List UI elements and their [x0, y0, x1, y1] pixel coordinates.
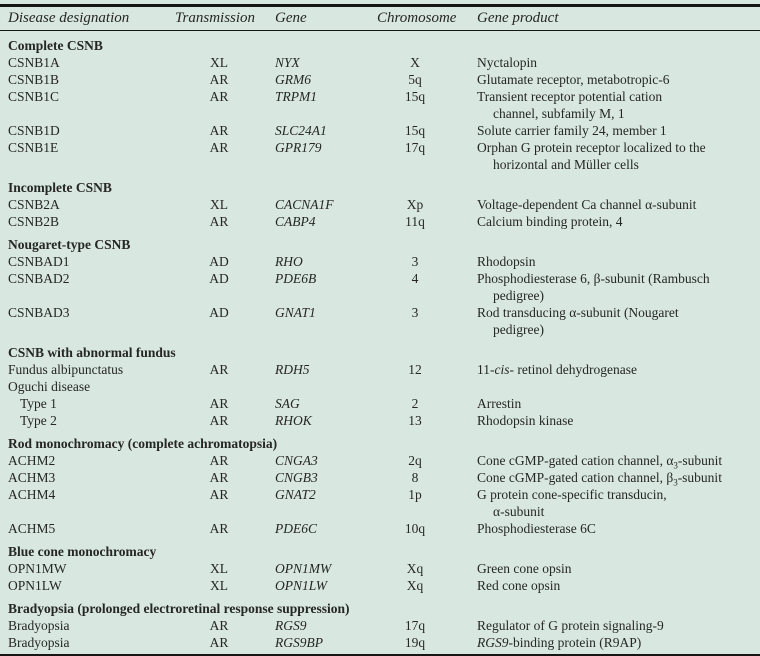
cell-gene: CNGB3 [275, 470, 318, 485]
table-row [0, 560, 760, 577]
cell-gene-product: Green cone opsin [477, 561, 572, 576]
cell-chromosome: 12 [408, 362, 422, 377]
cell-gene: TRPM1 [275, 89, 317, 104]
cell-gene-product: Regulator of G protein signaling-9 [477, 618, 664, 633]
cell-gene-product [460, 378, 760, 395]
table-row [0, 378, 760, 395]
cell-gene: CACNA1F [275, 197, 334, 212]
cell-gene: OPN1MW [275, 561, 332, 576]
header-divider-rule [0, 30, 760, 31]
cell-chromosome [370, 378, 460, 395]
cell-chromosome: X [410, 55, 420, 70]
table-section [0, 344, 760, 429]
cell-gene-product: Calcium binding protein, 4 [477, 214, 623, 229]
cell-transmission: XL [210, 578, 228, 593]
table-section [0, 179, 760, 230]
table-row [0, 486, 760, 520]
cell-gene-product: Transient receptor potential cation channel, subfamily M, 1 [477, 89, 663, 121]
cell-transmission: AD [209, 305, 229, 320]
cell-gene: RDH5 [275, 362, 310, 377]
cell-chromosome: 15q [404, 123, 426, 138]
table-row [0, 412, 760, 429]
cell-chromosome: 2 [411, 396, 419, 411]
cell-gene-product: Arrestin [477, 396, 522, 411]
cell-transmission: AR [209, 396, 229, 411]
cell-gene: RHO [275, 254, 303, 269]
cell-gene-product: Solute carrier family 24, member 1 [477, 123, 667, 138]
table-row [0, 395, 760, 412]
cell-transmission: AR [209, 140, 229, 155]
cell-transmission: AR [209, 487, 229, 502]
table-section [0, 236, 760, 338]
table-row [0, 304, 760, 338]
cell-chromosome: 5q [408, 72, 422, 87]
cell-chromosome: 13 [408, 413, 422, 428]
cell-chromosome: 2q [408, 453, 422, 468]
cell-gene-product: Cone cGMP-gated cation channel, $\alpha_3$-subunit [477, 453, 723, 471]
table-section [0, 435, 760, 537]
table-row [0, 139, 760, 173]
cell-gene-product: G protein cone-specific transducin, α-subunit [477, 487, 667, 519]
cell-disease-designation: Oguchi disease [8, 379, 91, 394]
cell-gene-product: Rod transducing α-subunit (Nougaret pedigree) [477, 305, 679, 337]
cell-transmission: AR [209, 362, 229, 377]
table-row [0, 617, 760, 634]
cell-disease-designation: Type 1 [20, 396, 57, 411]
table-row [0, 71, 760, 88]
cell-transmission: AR [209, 89, 229, 104]
section-title: Complete CSNB [8, 38, 103, 53]
cell-disease-designation: OPN1LW [8, 578, 62, 593]
cell-disease-designation: ACHM2 [8, 453, 56, 468]
cell-gene-product: Phosphodiesterase 6, β-subunit (Rambusch pedigree) [477, 271, 710, 303]
cell-disease-designation: OPN1MW [8, 561, 67, 576]
cell-gene: RGS9BP [275, 635, 323, 650]
cell-gene: NYX [275, 55, 300, 70]
column-header-transmission: Transmission [175, 10, 256, 26]
cell-gene: GPR179 [275, 140, 322, 155]
cell-disease-designation: CSNB1D [8, 123, 60, 138]
cell-chromosome: 17q [404, 140, 426, 155]
cell-gene-product: Red cone opsin [477, 578, 561, 593]
cell-disease-designation: ACHM5 [8, 521, 56, 536]
table-row [0, 88, 760, 122]
cell-chromosome: Xp [406, 197, 424, 212]
cell-chromosome: Xq [406, 578, 424, 593]
cell-gene-product: Rhodopsin kinase [477, 413, 574, 428]
table-section [0, 543, 760, 594]
cell-gene: GRM6 [275, 72, 311, 87]
column-header-chromosome: Chromosome [377, 10, 457, 26]
cell-gene-product: Orphan G protein receptor localized to the horizontal and Müller cells [477, 140, 706, 172]
cell-chromosome: 4 [411, 271, 419, 286]
column-header-gene: Gene [275, 10, 307, 26]
table-row [0, 577, 760, 594]
table-row [0, 361, 760, 378]
cell-disease-designation: ACHM4 [8, 487, 56, 502]
cell-gene-product: Nyctalopin [477, 55, 537, 70]
cell-transmission: AD [209, 254, 229, 269]
table-row [0, 520, 760, 537]
cell-transmission: XL [210, 55, 228, 70]
cell-gene: GNAT2 [275, 487, 316, 502]
section-title: Bradyopsia (prolonged electroretinal response suppression) [8, 601, 350, 616]
table-row [0, 634, 760, 651]
cell-gene: SAG [275, 396, 300, 411]
cell-transmission: AD [209, 271, 229, 286]
cell-transmission [175, 378, 263, 395]
section-title: CSNB with abnormal fundus [8, 345, 176, 360]
cell-gene: CABP4 [275, 214, 316, 229]
cell-gene-product: RGS9-binding protein (R9AP) [477, 635, 642, 650]
cell-transmission: AR [209, 413, 229, 428]
cell-gene-product: Rhodopsin [477, 254, 536, 269]
cell-transmission: AR [209, 618, 229, 633]
table-row [0, 213, 760, 230]
cell-disease-designation: CSNB1E [8, 140, 59, 155]
cell-disease-designation: CSNB2A [8, 197, 60, 212]
section-title: Rod monochromacy (complete achromatopsia) [8, 436, 278, 451]
cell-gene: OPN1LW [275, 578, 328, 593]
cell-gene-product: Voltage-dependent Ca channel α-subunit [477, 197, 697, 212]
cell-disease-designation: Bradyopsia [8, 618, 70, 633]
cell-chromosome: 1p [408, 487, 422, 502]
cell-disease-designation: CSNBAD3 [8, 305, 70, 320]
cell-disease-designation: Bradyopsia [8, 635, 70, 650]
section-title: Nougaret-type CSNB [8, 237, 131, 252]
section-title: Blue cone monochromacy [8, 544, 157, 559]
table-row [0, 270, 760, 304]
section-title: Incomplete CSNB [8, 180, 112, 195]
cell-disease-designation: CSNBAD1 [8, 254, 70, 269]
cell-chromosome: 3 [411, 254, 419, 269]
cell-gene: PDE6B [275, 271, 317, 286]
table-header-row [0, 7, 760, 30]
table-row [0, 122, 760, 139]
table-row [0, 469, 760, 486]
table-row [0, 452, 760, 469]
table-section [0, 37, 760, 173]
cell-chromosome: 15q [404, 89, 426, 104]
cell-disease-designation: Type 2 [20, 413, 57, 428]
cell-chromosome: 11q [405, 214, 425, 229]
cell-gene: CNGA3 [275, 453, 318, 468]
cell-disease-designation: Fundus albipunctatus [8, 362, 124, 377]
table-body [0, 37, 760, 651]
cell-gene-product: Cone cGMP-gated cation channel, $\beta_3$-subunit [477, 470, 722, 488]
cell-disease-designation: CSNB1C [8, 89, 60, 104]
cell-disease-designation: ACHM3 [8, 470, 56, 485]
cell-gene-product: Glutamate receptor, metabotropic-6 [477, 72, 670, 87]
cell-chromosome: 17q [404, 618, 426, 633]
cell-chromosome: Xq [406, 561, 424, 576]
cell-gene: RGS9 [275, 618, 307, 633]
table-row [0, 54, 760, 71]
cell-disease-designation: CSNB1A [8, 55, 60, 70]
cell-gene-product: 11-cis- retinol dehydrogenase [477, 362, 637, 377]
cell-chromosome: 19q [404, 635, 426, 650]
cell-gene: PDE6C [275, 521, 317, 536]
cell-chromosome: 10q [404, 521, 426, 536]
cell-transmission: XL [210, 197, 228, 212]
cell-gene [263, 378, 370, 395]
cell-transmission: XL [210, 561, 228, 576]
column-header-disease-designation: Disease designation [8, 10, 130, 26]
cell-gene: RHOK [275, 413, 312, 428]
cell-disease-designation: CSNBAD2 [8, 271, 70, 286]
cell-transmission: AR [209, 72, 229, 87]
cell-transmission: AR [209, 453, 229, 468]
cell-chromosome: 8 [411, 470, 419, 485]
cell-gene: GNAT1 [275, 305, 316, 320]
cell-gene: SLC24A1 [275, 123, 327, 138]
cell-chromosome: 3 [411, 305, 419, 320]
table-row [0, 253, 760, 270]
cell-transmission: AR [209, 635, 229, 650]
column-header-gene-product: Gene product [477, 10, 559, 26]
cell-transmission: AR [209, 123, 229, 138]
table-row [0, 196, 760, 213]
cell-disease-designation: CSNB2B [8, 214, 60, 229]
table-section [0, 600, 760, 651]
cell-transmission: AR [209, 521, 229, 536]
cell-gene-product: Phosphodiesterase 6C [477, 521, 596, 536]
cell-disease-designation: CSNB1B [8, 72, 60, 87]
cell-transmission: AR [209, 214, 229, 229]
cell-transmission: AR [209, 470, 229, 485]
